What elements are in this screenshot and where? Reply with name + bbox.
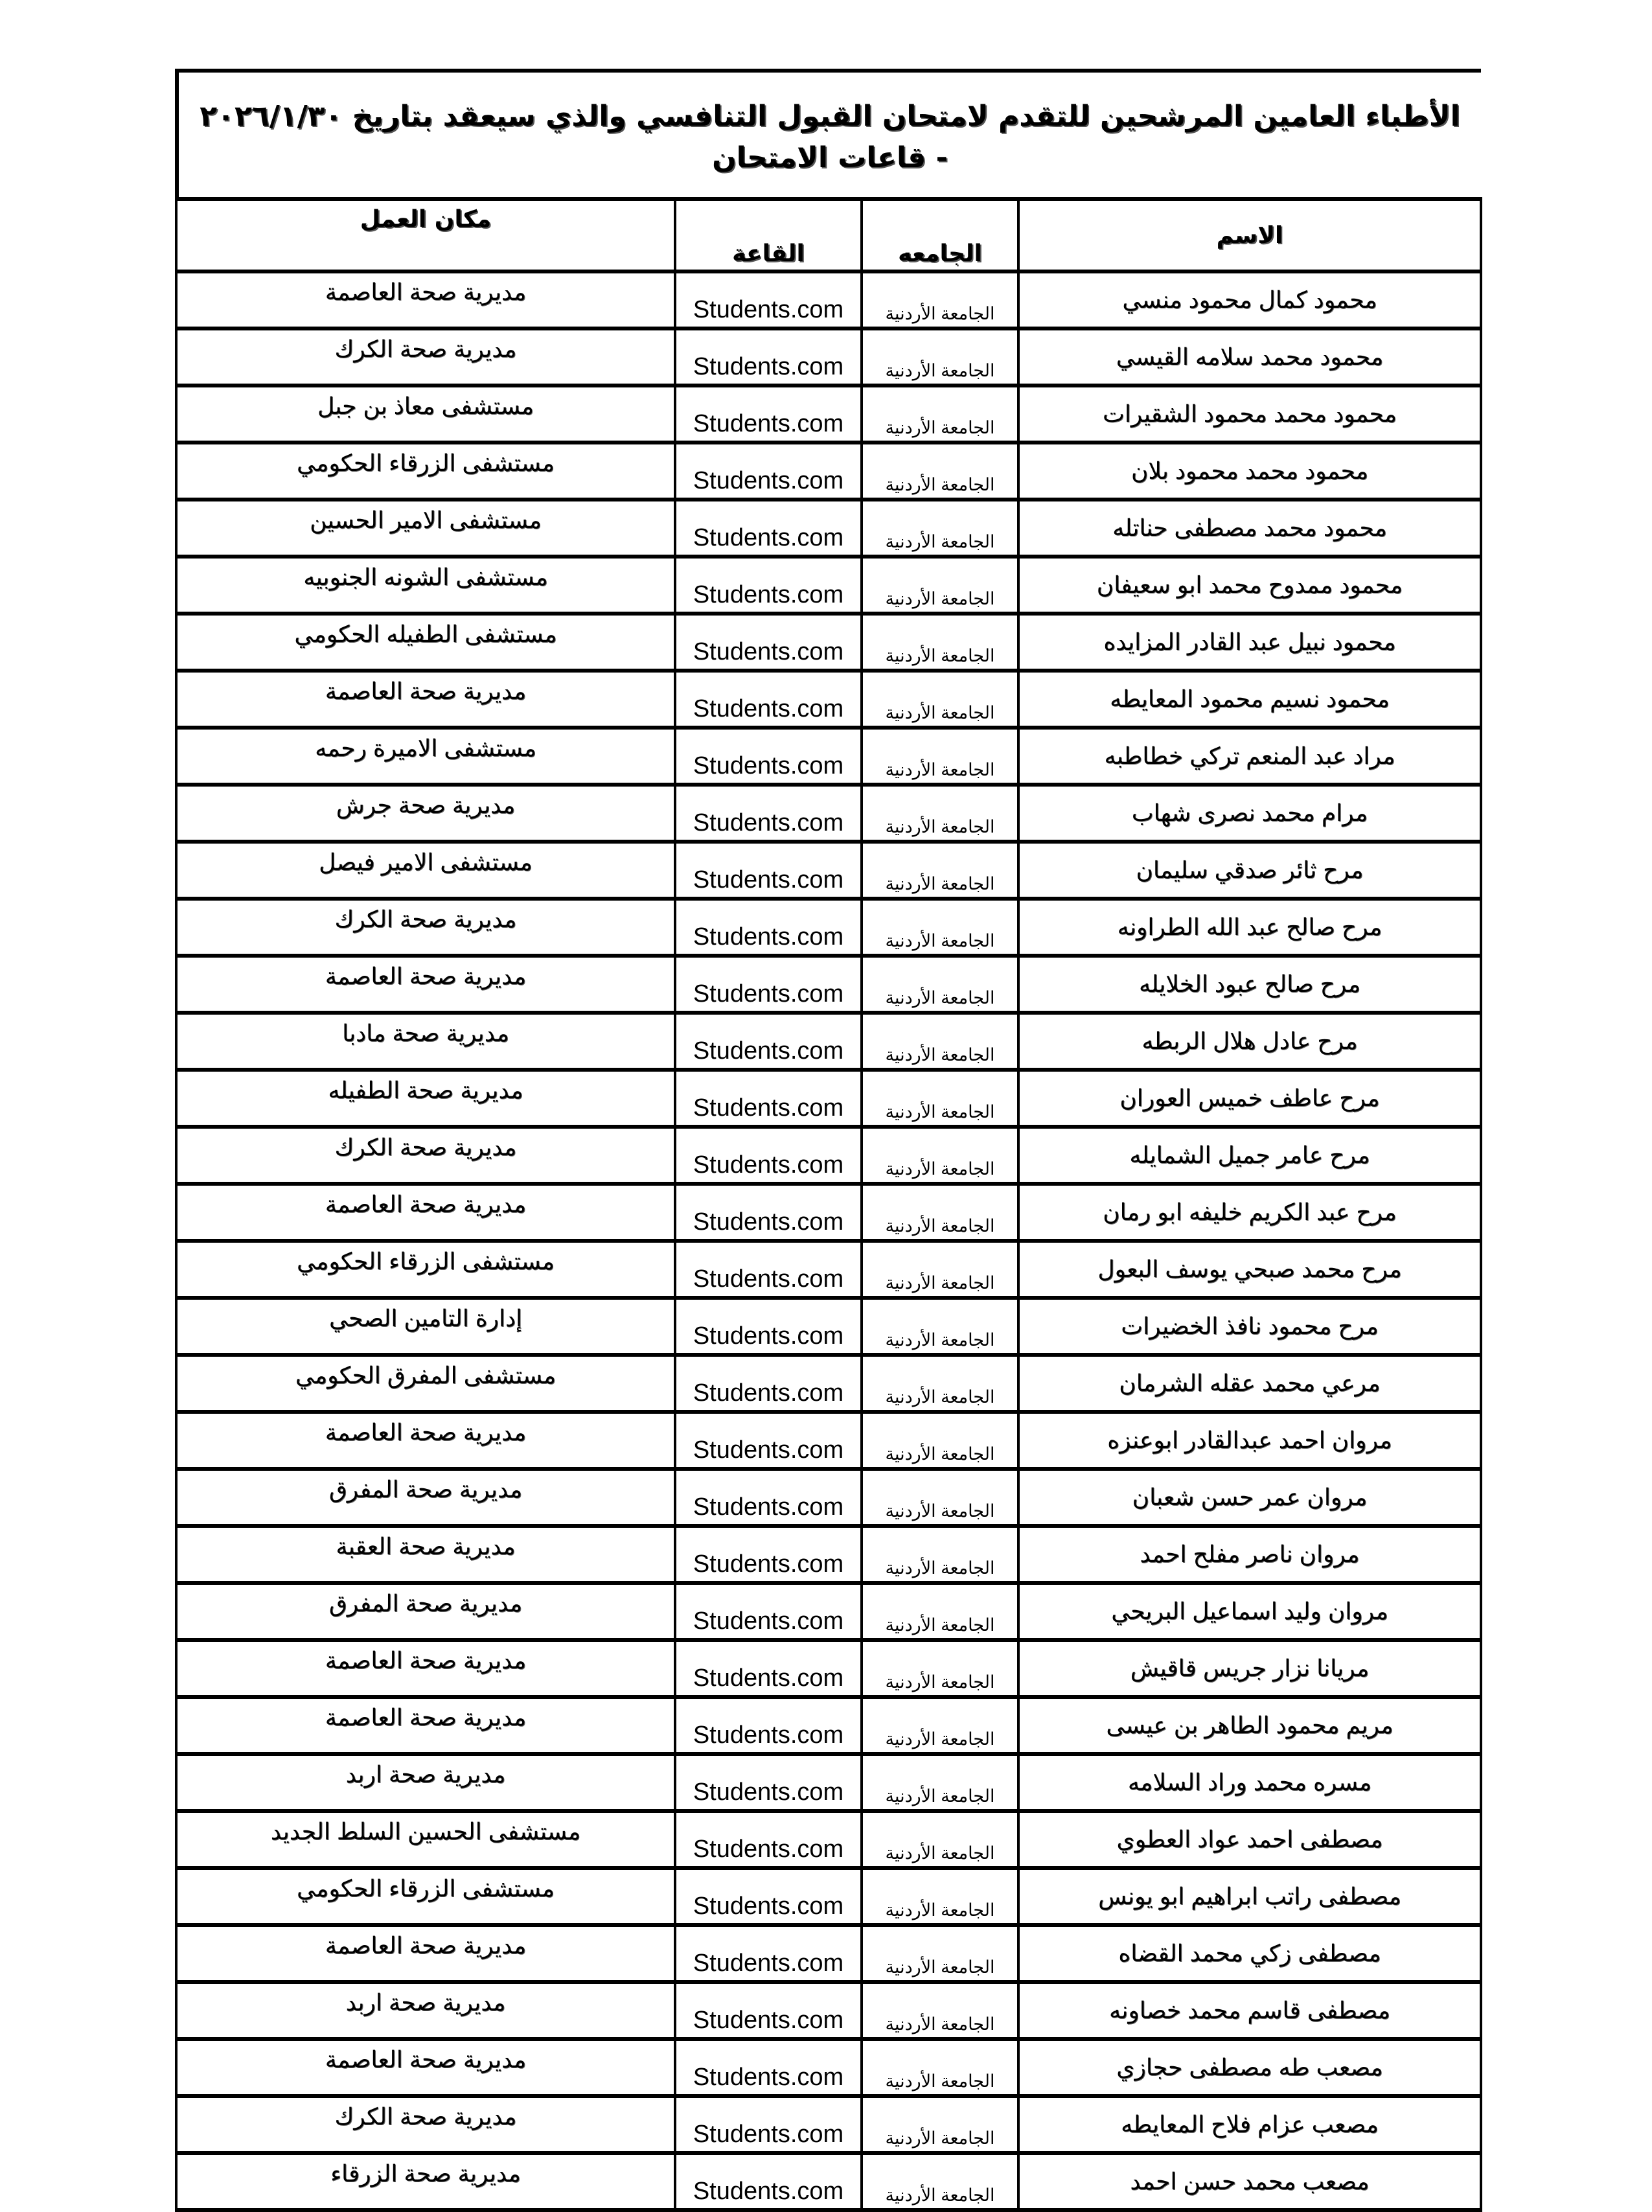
table-row [176,785,1481,842]
cell-room: Students.com [675,1241,862,1298]
cell-university: الجامعة الأردنية [862,1697,1018,1754]
cell-university: الجامعة الأردنية [862,1640,1018,1697]
table-row [176,1526,1481,1583]
cell-room: Students.com [675,1754,862,1811]
cell-name: مرح عبد الكريم خليفه ابو رمان [1018,1184,1481,1241]
cell-university: الجامعة الأردنية [862,1070,1018,1127]
cell-name: مرح صالح عبود الخلايله [1018,956,1481,1013]
cell-workplace: مديرية صحة العاصمة [176,1697,675,1754]
cell-workplace: مستشفى معاذ بن جبل [176,386,675,443]
table-header-row [176,199,1481,271]
cell-room: Students.com [675,1868,862,1925]
cell-workplace: مديرية صحة العاصمة [176,1184,675,1241]
table-row [176,1469,1481,1526]
table-row [176,557,1481,614]
table-row [176,1811,1481,1868]
table-row [176,500,1481,557]
cell-university: الجامعة الأردنية [862,1184,1018,1241]
cell-room: Students.com [675,1412,862,1469]
cell-name: مرح محمد صبحي يوسف البعول [1018,1241,1481,1298]
cell-university: الجامعة الأردنية [862,1982,1018,2039]
cell-university: الجامعة الأردنية [862,1355,1018,1412]
cell-university: الجامعة الأردنية [862,1469,1018,1526]
table-row [176,1127,1481,1184]
cell-name: مصطفى احمد عواد العطوي [1018,1811,1481,1868]
table-row [176,1583,1481,1640]
table-row [176,386,1481,443]
table-row [176,1241,1481,1298]
cell-room: Students.com [675,842,862,899]
cell-workplace: مستشفى الحسين السلط الجديد [176,1811,675,1868]
cell-name: محمود محمد محمود بلان [1018,443,1481,500]
cell-room: Students.com [675,1469,862,1526]
table-row [176,1754,1481,1811]
cell-room: Students.com [675,1640,862,1697]
header-room: القاعة [675,199,862,271]
cell-workplace: مديرية صحة العاصمة [176,1925,675,1982]
table-row [176,2039,1481,2096]
cell-name: محمود نسيم محمود المعايطه [1018,671,1481,728]
cell-university: الجامعة الأردنية [862,443,1018,500]
cell-room: Students.com [675,728,862,785]
cell-room: Students.com [675,271,862,328]
cell-workplace: مديرية صحة الكرك [176,899,675,956]
table-row [176,1355,1481,1412]
cell-workplace: مديرية صحة مادبا [176,1013,675,1070]
cell-workplace: مديرية صحة جرش [176,785,675,842]
cell-room: Students.com [675,386,862,443]
cell-room: Students.com [675,328,862,386]
header-university: الجامعه [862,199,1018,271]
cell-workplace: مديرية صحة العاصمة [176,956,675,1013]
cell-university: الجامعة الأردنية [862,557,1018,614]
cell-room: Students.com [675,500,862,557]
table-row [176,2153,1481,2210]
cell-room: Students.com [675,785,862,842]
header-workplace: مكان العمل [176,199,675,271]
cell-room: Students.com [675,614,862,671]
cell-name: مريم محمود الطاهر بن عيسى [1018,1697,1481,1754]
table-row [176,1925,1481,1982]
cell-name: مصطفى قاسم محمد خصاونه [1018,1982,1481,2039]
table-row [176,1640,1481,1697]
cell-workplace: مستشفى الطفيله الحكومي [176,614,675,671]
cell-university: الجامعة الأردنية [862,1583,1018,1640]
table-row [176,271,1481,328]
table-body [176,271,1481,2210]
table-row [176,1013,1481,1070]
cell-university: الجامعة الأردنية [862,1526,1018,1583]
header-name: الاسم [1018,199,1481,271]
table-row [176,1697,1481,1754]
cell-name: محمود نبيل عبد القادر المزايده [1018,614,1481,671]
table-row [176,1868,1481,1925]
cell-room: Students.com [675,1127,862,1184]
table-row [176,728,1481,785]
cell-name: مرح ثائر صدقي سليمان [1018,842,1481,899]
cell-workplace: مستشفى الامير فيصل [176,842,675,899]
cell-room: Students.com [675,1355,862,1412]
cell-university: الجامعة الأردنية [862,1412,1018,1469]
cell-name: مصعب عزام فلاح المعايطه [1018,2096,1481,2153]
cell-workplace: مستشفى الزرقاء الحكومي [176,1241,675,1298]
cell-university: الجامعة الأردنية [862,328,1018,386]
cell-university: الجامعة الأردنية [862,899,1018,956]
cell-university: الجامعة الأردنية [862,956,1018,1013]
cell-university: الجامعة الأردنية [862,2153,1018,2210]
cell-workplace: مستشفى الزرقاء الحكومي [176,1868,675,1925]
cell-workplace: مديرية صحة العاصمة [176,2039,675,2096]
cell-name: مراد عبد المنعم تركي خطاطبه [1018,728,1481,785]
cell-room: Students.com [675,1013,862,1070]
cell-university: الجامعة الأردنية [862,271,1018,328]
cell-name: مرح محمود نافذ الخضيرات [1018,1298,1481,1355]
cell-workplace: مديرية صحة الزرقاء [176,2153,675,2210]
cell-university: الجامعة الأردنية [862,785,1018,842]
cell-workplace: مديرية صحة العقبة [176,1526,675,1583]
cell-name: مرح عادل هلال الربطه [1018,1013,1481,1070]
cell-name: مروان احمد عبدالقادر ابوعنزه [1018,1412,1481,1469]
cell-university: الجامعة الأردنية [862,1298,1018,1355]
candidates-table [175,197,1482,2212]
cell-university: الجامعة الأردنية [862,1868,1018,1925]
cell-room: Students.com [675,1526,862,1583]
table-row [176,1412,1481,1469]
table-row [176,1070,1481,1127]
cell-workplace: مديرية صحة المفرق [176,1583,675,1640]
cell-room: Students.com [675,956,862,1013]
cell-name: مرح صالح عبد الله الطراونه [1018,899,1481,956]
cell-room: Students.com [675,1070,862,1127]
cell-name: مرام محمد نصرى شهاب [1018,785,1481,842]
cell-workplace: مديرية صحة العاصمة [176,271,675,328]
table-row [176,671,1481,728]
cell-university: الجامعة الأردنية [862,1013,1018,1070]
cell-name: محمود كمال محمود منسي [1018,271,1481,328]
cell-workplace: مديرية صحة العاصمة [176,1412,675,1469]
cell-workplace: مستشفى الاميرة رحمه [176,728,675,785]
table-row [176,1298,1481,1355]
cell-name: محمود محمد محمود الشقيرات [1018,386,1481,443]
cell-university: الجامعة الأردنية [862,500,1018,557]
cell-room: Students.com [675,1184,862,1241]
cell-room: Students.com [675,671,862,728]
cell-university: الجامعة الأردنية [862,1241,1018,1298]
cell-room: Students.com [675,443,862,500]
table-row [176,443,1481,500]
cell-room: Students.com [675,557,862,614]
cell-name: مصطفى راتب ابراهيم ابو يونس [1018,1868,1481,1925]
cell-university: الجامعة الأردنية [862,1754,1018,1811]
cell-workplace: مديرية صحة الكرك [176,1127,675,1184]
cell-workplace: إدارة التامين الصحي [176,1298,675,1355]
cell-name: مصعب محمد حسن احمد [1018,2153,1481,2210]
cell-name: مروان ناصر مفلح احمد [1018,1526,1481,1583]
cell-workplace: مديرية صحة اربد [176,1982,675,2039]
cell-room: Students.com [675,1697,862,1754]
cell-workplace: مديرية صحة العاصمة [176,671,675,728]
cell-university: الجامعة الأردنية [862,2039,1018,2096]
cell-workplace: مديرية صحة العاصمة [176,1640,675,1697]
cell-university: الجامعة الأردنية [862,386,1018,443]
cell-university: الجامعة الأردنية [862,671,1018,728]
cell-workplace: مديرية صحة المفرق [176,1469,675,1526]
cell-name: مصطفى زكي محمد القضاه [1018,1925,1481,1982]
cell-workplace: مديرية صحة الكرك [176,328,675,386]
cell-room: Students.com [675,1925,862,1982]
cell-name: مريانا نزار جريس قاقيش [1018,1640,1481,1697]
cell-workplace: مستشفى الشونه الجنوبيه [176,557,675,614]
document-title-box [175,69,1481,200]
cell-room: Students.com [675,1811,862,1868]
cell-room: Students.com [675,2153,862,2210]
table-row [176,899,1481,956]
table-row [176,328,1481,386]
cell-workplace: مديرية صحة الكرك [176,2096,675,2153]
cell-name: محمود محمد مصطفى حناتله [1018,500,1481,557]
cell-university: الجامعة الأردنية [862,2096,1018,2153]
cell-name: محمود محمد سلامه القيسي [1018,328,1481,386]
cell-room: Students.com [675,1298,862,1355]
cell-name: مروان عمر حسن شعبان [1018,1469,1481,1526]
table-row [176,614,1481,671]
cell-university: الجامعة الأردنية [862,1925,1018,1982]
cell-name: محمود ممدوح محمد ابو سعيفان [1018,557,1481,614]
cell-room: Students.com [675,899,862,956]
cell-workplace: مديرية صحة اربد [176,1754,675,1811]
cell-name: مرح عاطف خميس العوران [1018,1070,1481,1127]
cell-room: Students.com [675,1982,862,2039]
cell-workplace: مديرية صحة الطفيله [176,1070,675,1127]
cell-name: مروان وليد اسماعيل البريحي [1018,1583,1481,1640]
cell-name: مصعب طه مصطفى حجازي [1018,2039,1481,2096]
cell-room: Students.com [675,2096,862,2153]
document-title: الأطباء العامين المرشحين للتقدم لامتحان القبول التنافسي والذي سيعقد بتاريخ ٢٠٢٦/١/٣٠ - قاعات الامتحان [200,100,1460,174]
table-row [176,2096,1481,2153]
cell-room: Students.com [675,1583,862,1640]
cell-university: الجامعة الأردنية [862,728,1018,785]
cell-university: الجامعة الأردنية [862,1811,1018,1868]
cell-workplace: مستشفى الامير الحسين [176,500,675,557]
cell-name: مرح عامر جميل الشمايله [1018,1127,1481,1184]
cell-university: الجامعة الأردنية [862,1127,1018,1184]
cell-university: الجامعة الأردنية [862,614,1018,671]
cell-workplace: مستشفى المفرق الحكومي [176,1355,675,1412]
cell-university: الجامعة الأردنية [862,842,1018,899]
table-row [176,1184,1481,1241]
cell-name: مرعي محمد عقله الشرمان [1018,1355,1481,1412]
cell-name: مسره محمد وراد السلامه [1018,1754,1481,1811]
table-row [176,842,1481,899]
cell-workplace: مستشفى الزرقاء الحكومي [176,443,675,500]
table-row [176,1982,1481,2039]
cell-room: Students.com [675,2039,862,2096]
table-row [176,956,1481,1013]
